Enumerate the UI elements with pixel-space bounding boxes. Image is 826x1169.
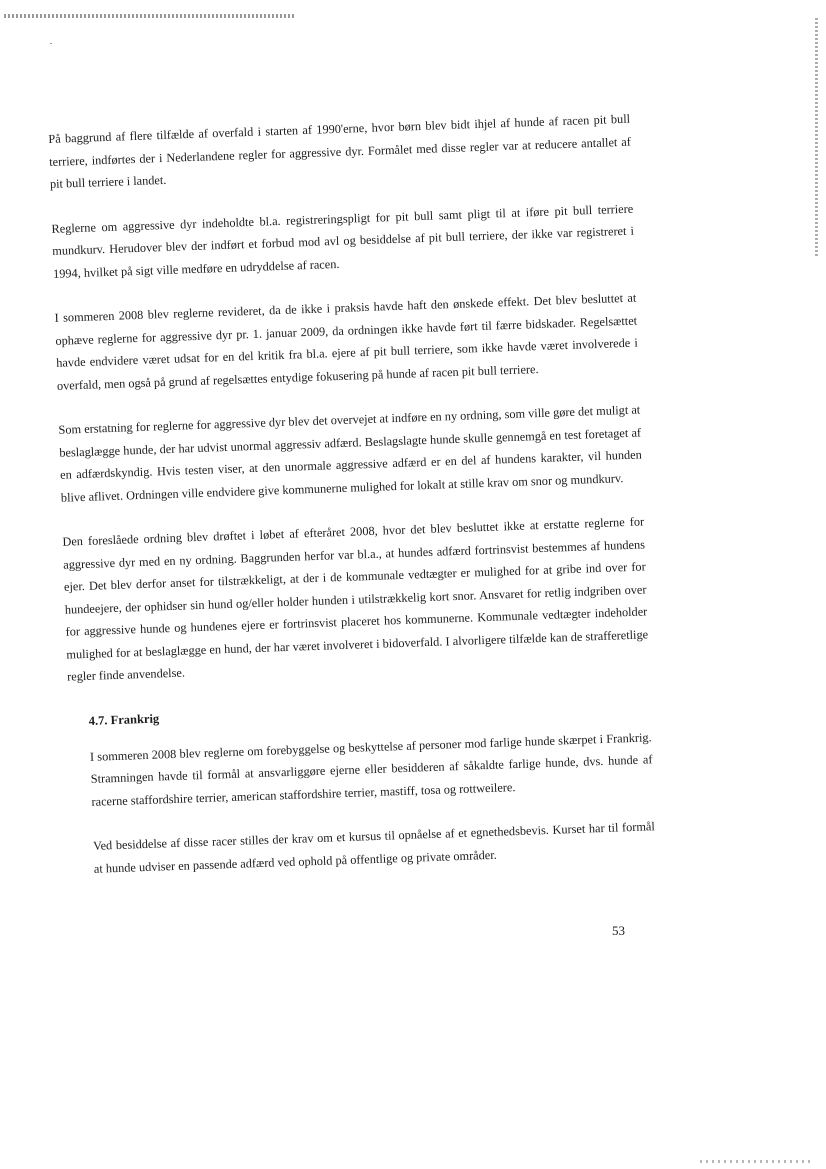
scan-speck	[50, 43, 52, 44]
paragraph: Reglerne om aggressive dyr indeholdte bl.a. registreringspligt for pit bull samt pligt til at iføre pit bull terriere mundkurv. Herudover blev der indført et forbud mod avl og besiddelse af pit bull terriere, der ikke var registreret i 1994, hvilket på sigt ville medføre en udryddelse af racen.	[51, 201, 635, 281]
page-body	[48, 108, 657, 903]
paragraph: I sommeren 2008 blev reglerne om forebyggelse og beskyttelse af personer mod farlige hunde skærpet i Frankrig. Stramningen havde til formål at ansvarliggøre ejerne eller besidderen af såkaldte farlige hunde, dvs. hunde af racerne staffordshire terrier, american staffordshire terrier, mastiff, tosa og rottweilere.	[89, 729, 653, 809]
scan-artifact-bottom	[700, 1160, 812, 1163]
paragraph: Den foreslåede ordning blev drøftet i løbet af efteråret 2008, hvor det blev besluttet ikke at erstatte reglerne for aggressive dyr med en ny ordning. Baggrunden herfor var bl.a., at hundes adfærd fortrinsvist bestemmes af hundens ejer. Det blev derfor anset for tilstrækkeligt, at der i de kommunale vedtægter er mulighed for at gribe ind over for hundeejere, der ophidser sin hund og/eller holder hunden i utilstrækkelig kort snor. Ansvaret for retlig indgriben over for aggressive hunde og hundenes ejere er fortrinsvist placeret hos kommunerne. Kommunale vedtægter indeholder mulighed for at beslaglægge en hund, der har været involveret i bidoverfald. I alvorligere tilfælde kan de strafferetlige regler finde anvendelse.	[62, 514, 649, 684]
paragraph: Ved besiddelse af disse racer stilles der krav om et kursus til opnåelse af et egnethedsbevis. Kurset har til formål at hunde udviser en passende adfærd ved ophold på offentlige og private områder.	[92, 819, 655, 876]
scan-artifact-top	[4, 14, 296, 18]
page-number: 53	[612, 923, 625, 938]
section-heading: 4.7. Frankrig	[88, 710, 160, 728]
paragraph: I sommeren 2008 blev reglerne revideret, da de ikke i praksis havde haft den ønskede effekt. Det blev besluttet at ophæve reglerne for aggressive dyr pr. 1. januar 2009, da ordningen ikke havde ført til færre bidskader. Regelsættet havde endvidere været udsat for en del kritik fra bl.a. ejere af pit bull terriere, som ikke havde været involverede i overfald, men også på grund af regelsættes entydige fokusering på hunde af racen pit bull terriere.	[54, 290, 639, 393]
paragraph: På baggrund af flere tilfælde af overfald i starten af 1990'erne, hvor børn blev bidt ihjel af hunde af racen pit bull terriere, indførtes der i Nederlandene regler for aggressive dyr. Formålet med disse regler var at reducere antallet af pit bull terriere i landet.	[48, 111, 632, 191]
paragraph: Som erstatning for reglerne for aggressive dyr blev det overvejet at indføre en ny ordning, som ville gøre det muligt at beslaglægge hunde, der har udvist unormal aggressiv adfærd. Beslagslagte hunde skulle gennemgå en test foretaget af en adfærdskyndig. Hvis testen viser, at den unormale aggressive adfærd er en del af hundens karakter, vil hunden blive aflivet. Ordningen ville endvidere give kommunerne mulighed for lokalt at stille krav om snor og mundkurv.	[58, 402, 642, 505]
scan-artifact-right	[815, 18, 818, 258]
